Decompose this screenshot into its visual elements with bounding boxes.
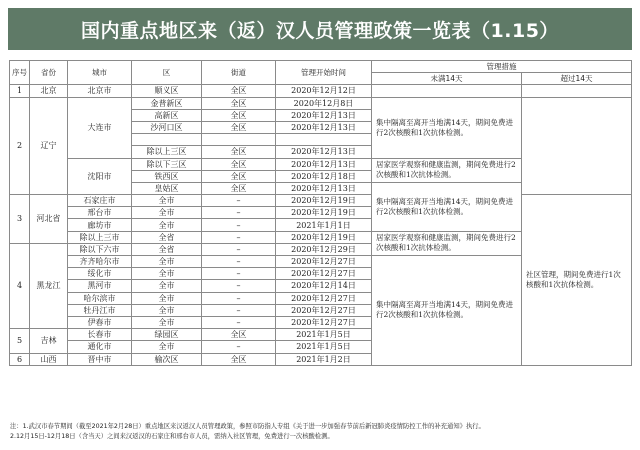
over14-cell [522,97,632,195]
footnote-line-2: 2.12月15日-12月18日（含当天）之间来汉返汉的石家庄和邢台市人员，需纳入社区管理，免费进行一次核酸检测。 [10,433,334,440]
street-cell: – [202,231,276,243]
header-seq: 序号 [10,61,30,85]
city-cell: 廊坊市 [68,219,132,231]
start-time-cell: 2020年12月13日 [276,158,372,170]
district-cell: 皇姑区 [132,182,202,194]
street-cell: – [202,280,276,292]
page-title: 国内重点地区来（返）汉人员管理政策一览表（1.15） [8,8,632,50]
district-cell: 全市 [132,195,202,207]
city-cell: 石家庄市 [68,195,132,207]
street-cell: – [202,219,276,231]
street-cell: 全区 [202,170,276,182]
over14-cell [522,85,632,97]
city-cell: 北京市 [68,85,132,97]
district-cell: 全市 [132,341,202,353]
street-cell: 全区 [202,109,276,121]
start-time-cell: 2020年12月12日 [276,85,372,97]
start-time-cell: 2021年1月5日 [276,341,372,353]
header-street: 街道 [202,61,276,85]
district-cell: 全省 [132,243,202,255]
city-cell: 邢台市 [68,207,132,219]
district-cell: 顺义区 [132,85,202,97]
street-cell: 全区 [202,85,276,97]
district-cell: 全市 [132,316,202,328]
street-cell: – [202,341,276,353]
start-time-cell: 2020年12月19日 [276,195,372,207]
start-time-cell: 2020年12月13日 [276,182,372,194]
start-time-cell: 2020年12月29日 [276,243,372,255]
start-time-cell: 2021年1月1日 [276,219,372,231]
over14-cell: 社区管理，期间免费进行1次核酸和1次抗体检测。 [522,195,632,366]
district-cell: 除以下三区 [132,158,202,170]
header-measures: 管理措施 [372,61,632,73]
start-time-cell: 2020年12月13日 [276,121,372,133]
start-time-cell: 2020年12月8日 [276,97,372,109]
city-cell: 长春市 [68,329,132,341]
start-time-cell: 2020年12月19日 [276,207,372,219]
measure-cell [372,85,522,97]
district-cell [132,134,202,146]
table-row [10,195,632,207]
district-cell: 沙河口区 [132,121,202,133]
header-district: 区 [132,61,202,85]
street-cell: 全区 [202,329,276,341]
district-cell: 全市 [132,268,202,280]
measure-cell: 居家医学观察和健康监测，期间免费进行2次核酸和1次抗体检测。 [372,158,522,182]
header-city: 城市 [68,61,132,85]
city-cell: 哈尔滨市 [68,292,132,304]
start-time-cell: 2020年12月27日 [276,292,372,304]
seq-cell: 6 [10,353,30,365]
street-cell: – [202,292,276,304]
street-cell: – [202,207,276,219]
policy-table [9,60,632,366]
district-cell: 全省 [132,231,202,243]
city-cell: 大连市 [68,97,132,158]
street-cell: – [202,195,276,207]
district-cell: 除以上三区 [132,146,202,158]
start-time-cell: 2020年12月18日 [276,170,372,182]
city-cell: 牡丹江市 [68,304,132,316]
header-province: 省份 [30,61,68,85]
street-cell: 全区 [202,146,276,158]
district-cell: 全市 [132,304,202,316]
measure-cell: 集中隔离至离开当地满14天，期间免费进行2次核酸和1次抗体检测。 [372,256,522,366]
street-cell: – [202,268,276,280]
street-cell: – [202,256,276,268]
start-time-cell [276,134,372,146]
street-cell: 全区 [202,121,276,133]
city-cell: 除以上三市 [68,231,132,243]
start-time-cell: 2020年12月13日 [276,109,372,121]
start-time-cell: 2020年12月14日 [276,280,372,292]
province-cell: 河北省 [30,195,68,244]
start-time-cell: 2020年12月13日 [276,146,372,158]
city-cell: 伊春市 [68,316,132,328]
seq-cell: 4 [10,243,30,328]
street-cell: – [202,304,276,316]
province-cell: 北京 [30,85,68,97]
district-cell: 全市 [132,280,202,292]
district-cell: 铁西区 [132,170,202,182]
district-cell: 榆次区 [132,353,202,365]
start-time-cell: 2021年1月2日 [276,353,372,365]
city-cell: 除以下六市 [68,243,132,255]
measure-cell: 集中隔离至离开当地满14天，期间免费进行2次核酸和1次抗体检测。 [372,97,522,158]
start-time-cell: 2020年12月27日 [276,316,372,328]
street-cell: 全区 [202,97,276,109]
street-cell: – [202,316,276,328]
table-row [10,85,632,97]
header-start-time: 管理开始时间 [276,61,372,85]
footnote [10,422,630,442]
start-time-cell: 2020年12月19日 [276,231,372,243]
seq-cell: 2 [10,97,30,195]
footnote-line-1: 注：1.武汉市春节期间（截至2021年2月28日）重点地区来汉返汉人员管理政策，参照市防指人专组《关于进一步加强春节前后新冠肺炎疫情防控工作的补充通知》执行。 [10,423,485,430]
measure-cell: 集中隔离至离开当地满14天，期间免费进行2次核酸和1次抗体检测。 [372,182,522,231]
province-cell: 吉林 [30,329,68,353]
seq-cell: 3 [10,195,30,244]
city-cell: 晋中市 [68,353,132,365]
city-cell: 绥化市 [68,268,132,280]
street-cell: 全区 [202,353,276,365]
start-time-cell: 2021年1月5日 [276,329,372,341]
city-cell: 沈阳市 [68,158,132,195]
city-cell: 齐齐哈尔市 [68,256,132,268]
district-cell: 全市 [132,207,202,219]
street-cell: – [202,243,276,255]
table-row [10,97,632,109]
province-cell: 黑龙江 [30,243,68,328]
street-cell: 全区 [202,182,276,194]
seq-cell: 5 [10,329,30,353]
header-under-14-days: 未满14天 [372,73,522,85]
start-time-cell: 2020年12月27日 [276,304,372,316]
district-cell: 全市 [132,292,202,304]
street-cell [202,134,276,146]
city-cell: 黑河市 [68,280,132,292]
start-time-cell: 2020年12月27日 [276,256,372,268]
header-over-14-days: 超过14天 [522,73,632,85]
seq-cell: 1 [10,85,30,97]
district-cell: 全市 [132,219,202,231]
city-cell: 通化市 [68,341,132,353]
start-time-cell: 2020年12月27日 [276,268,372,280]
street-cell: 全区 [202,158,276,170]
measure-cell: 居家医学观察和健康监测，期间免费进行2次核酸和1次抗体检测。 [372,231,522,255]
district-cell: 绿园区 [132,329,202,341]
district-cell: 全市 [132,256,202,268]
district-cell: 金普新区 [132,97,202,109]
province-cell: 辽宁 [30,97,68,195]
district-cell: 高新区 [132,109,202,121]
province-cell: 山西 [30,353,68,365]
